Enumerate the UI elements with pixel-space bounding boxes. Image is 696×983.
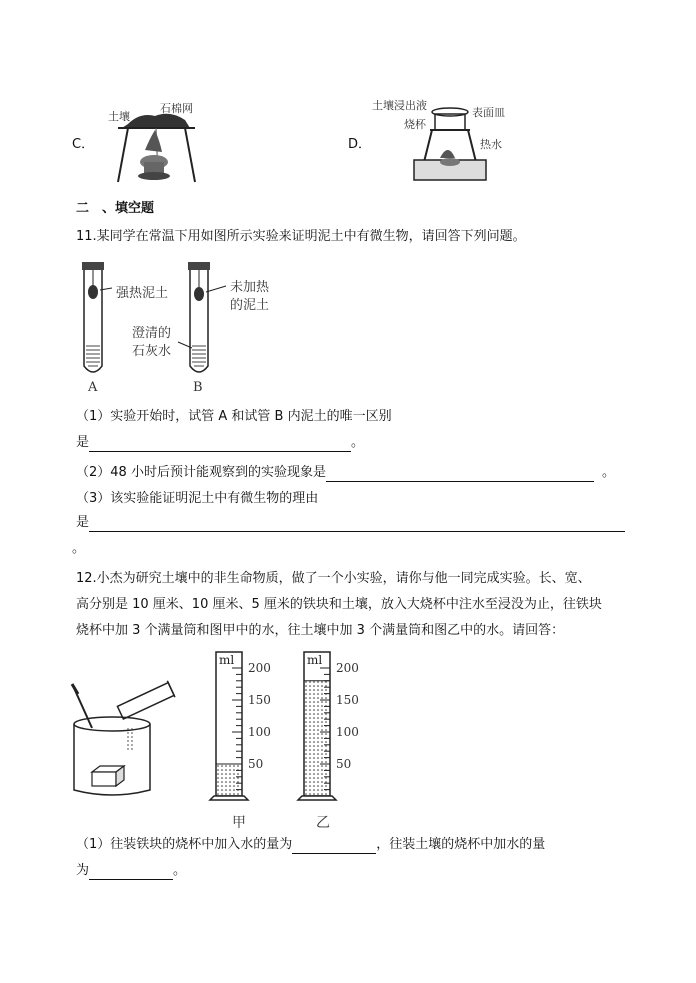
q12-sub1-text: （1）往装铁块的烧杯中加入水的量为	[76, 837, 293, 852]
cylinder-jia-tick-label: 100	[248, 725, 271, 739]
q12-answer-1-blank[interactable]	[292, 839, 376, 854]
option-c-net-label: 石棉网	[160, 102, 193, 115]
q12-cylinders	[200, 648, 390, 808]
q12-stem-3: 烧杯中加 3 个满量筒和图甲中的水，往土壤中加 3 个满量筒和图乙中的水。请回答：	[76, 623, 565, 638]
q11-sub3-line1: （3）该实验能证明泥土中有微生物的理由	[76, 491, 319, 506]
tube-a-label: 强热泥土	[116, 286, 169, 301]
q11-sub3-prefix: 是	[76, 515, 90, 530]
q12-stem-1: 12.小杰为研究土壤中的非生命物质，做了一个小实验，请你与他一同完成实验。长、宽、	[76, 571, 591, 586]
cylinder-jia-tick-label: 50	[248, 757, 264, 771]
option-c-letter: C．	[72, 137, 95, 152]
q12-sub1-mid: ，往装土壤的烧杯中加水的量	[376, 837, 546, 852]
liquid-label-2: 石灰水	[132, 344, 172, 359]
section-title: 二 、填空题	[76, 201, 155, 216]
cylinder-jia-label: 甲	[232, 815, 246, 831]
q12-stem-2: 高分别是 10 厘米、10 厘米、5 厘米的铁块和土壤，放入大烧杯中注水至浸没为止，往铁块	[76, 597, 602, 612]
q12-sub1-line1	[76, 836, 545, 854]
q12-sub1-prefix: 为	[76, 863, 90, 878]
q11-sub1-end: 。	[351, 435, 365, 450]
q11-sub3-end: 。	[72, 541, 86, 556]
cylinder-yi-label: 乙	[316, 815, 330, 831]
cylinder-jia-base	[210, 796, 248, 800]
option-c-soil-label: 土壤	[108, 110, 130, 123]
cylinder-jia-water	[217, 764, 241, 796]
tube-b-letter: B	[193, 380, 203, 395]
cylinder-jia-unit: ml	[219, 653, 235, 667]
tube-a	[82, 262, 112, 372]
option-d-letter: D．	[348, 137, 372, 152]
q12-sub1-end: 。	[173, 863, 187, 878]
tube-a-letter: A	[88, 380, 98, 395]
cylinder-jia-tick-label: 200	[248, 661, 271, 675]
q12-beaker-figure	[66, 680, 186, 800]
cylinder-yi-unit: ml	[307, 653, 323, 667]
q12-answer-2-blank[interactable]	[89, 865, 173, 880]
tube-b-label-2: 的泥土	[230, 298, 270, 313]
q11-sub3-line2	[76, 514, 625, 532]
option-d-filtrate-label: 土壤浸出液	[372, 99, 427, 112]
q11-sub1-prefix: 是	[76, 435, 90, 450]
q11-sub1-line2	[76, 434, 364, 452]
cylinder-jia-tick-label: 150	[248, 693, 271, 707]
option-d-beaker-label: 烧杯	[404, 118, 426, 131]
q11-answer-3-blank[interactable]	[89, 517, 625, 532]
cylinder-yi-tick-label: 150	[336, 693, 359, 707]
q11-stem: 11.某同学在常温下用如图所示实验来证明泥土中有微生物，请回答下列问题。	[76, 229, 526, 244]
cylinder-yi-tick-label: 50	[336, 757, 352, 771]
liquid-label-1: 澄清的	[132, 326, 172, 341]
q11-sub2-end: 。	[601, 465, 615, 480]
cylinder-jia	[210, 652, 271, 800]
q11-sub2	[76, 464, 615, 482]
q11-sub2-text: （2）48 小时后预计能观察到的实验现象是	[76, 465, 326, 480]
cylinder-yi-base	[298, 796, 336, 800]
cylinder-yi-tick-label: 100	[336, 725, 359, 739]
cylinder-yi	[298, 652, 359, 800]
option-d-hot-water-label: 热水	[480, 138, 502, 151]
option-d-dish-label: 表面皿	[472, 106, 505, 119]
q11-sub1-line1: （1）实验开始时，试管 A 和试管 B 内泥土的唯一区别	[76, 409, 392, 424]
q12-sub1-line2	[76, 862, 186, 880]
q11-answer-1-blank[interactable]	[89, 437, 351, 452]
tube-b	[178, 262, 226, 372]
tube-b-label-1: 未加热	[230, 280, 270, 295]
q11-answer-2-blank[interactable]	[326, 467, 594, 482]
cylinder-yi-tick-label: 200	[336, 661, 359, 675]
